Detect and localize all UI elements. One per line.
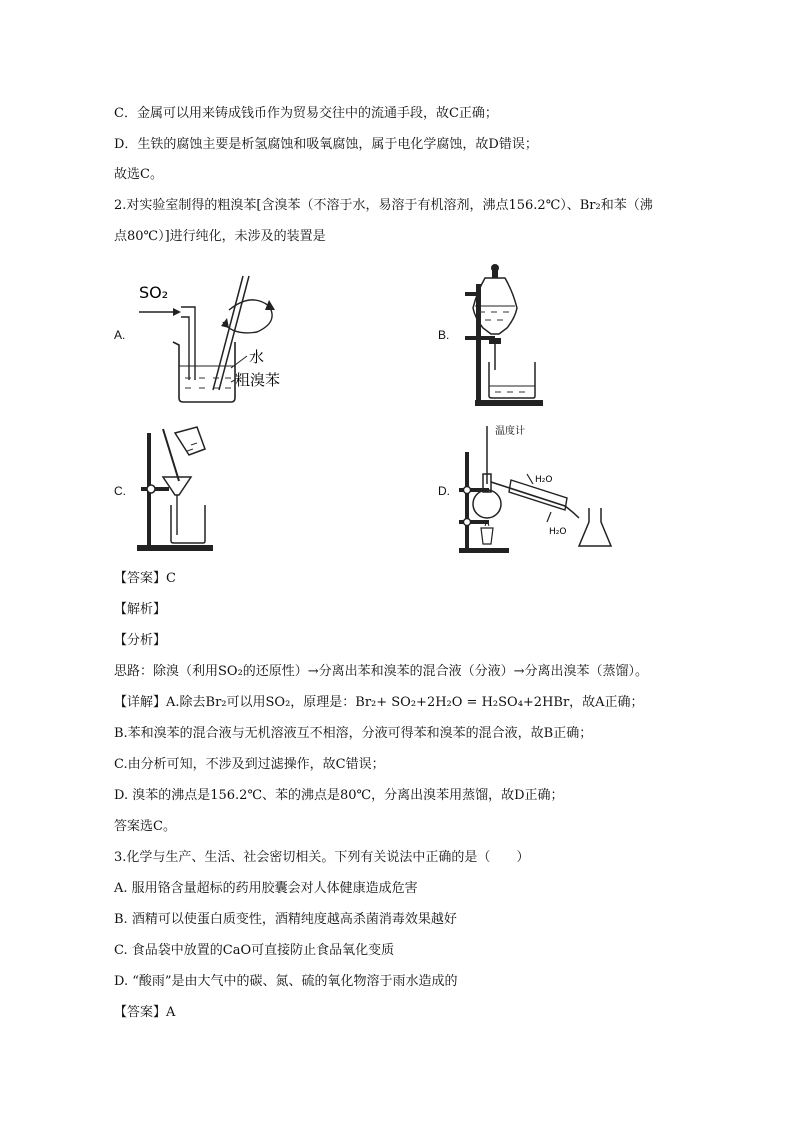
question-3-stem: 3.化学与生产、生活、社会密切相关。下列有关说法中正确的是（ ） — [114, 850, 530, 865]
detail-b: B.苯和溴苯的混合液与无机溶液互不相溶，分液可得苯和溴苯的混合液，故B正确； — [114, 726, 593, 741]
explanation-label: 【解析】 — [114, 602, 167, 617]
option-a-label: A. — [114, 328, 126, 342]
detail-c: C.由分析可知，不涉及到过滤操作，故C错误； — [114, 757, 385, 772]
thermometer-label: 温度计 — [495, 426, 525, 437]
question-2-line-1: 2.对实验室制得的粗溴苯[含溴苯（不溶于水，易溶于有机溶剂，沸点156.2℃）、Br₂和苯（沸 — [114, 198, 653, 213]
figure-d-distillation — [455, 422, 615, 557]
answer-choice: 答案选C。 — [114, 819, 176, 834]
question-3-option-d: D. “酸雨”是由大气中的碳、氮、硫的氧化物溶于雨水造成的 — [114, 974, 458, 989]
crude-bromobenzene-label: 粗溴苯 — [235, 371, 281, 389]
figure-a-so2-absorption — [135, 270, 305, 410]
water-in-label: H₂O — [549, 527, 567, 537]
analysis-label: 【分析】 — [114, 633, 167, 648]
question-3-option-b: B. 酒精可以使蛋白质变性，酒精纯度越高杀菌消毒效果越好 — [114, 912, 457, 927]
question-2-line-2: 点80℃）]进行纯化，未涉及的装置是 — [114, 229, 326, 244]
question-3-option-a: A. 服用铬含量超标的药用胶囊会对人体健康造成危害 — [114, 881, 418, 896]
option-b-label: B. — [438, 328, 450, 342]
analysis-idea: 思路：除溴（利用SO₂的还原性）→分离出苯和溴苯的混合液（分液）→分离出溴苯（蒸馏）。 — [114, 664, 649, 679]
figure-b-separatory-funnel — [455, 262, 545, 412]
so2-label: SO₂ — [139, 283, 169, 302]
answer-label: 【答案】C — [114, 571, 176, 586]
option-c-label: C. — [114, 484, 126, 498]
text-line-3: 故选C。 — [114, 167, 163, 182]
figure-c-filtration — [135, 425, 225, 555]
option-d-label: D. — [438, 484, 450, 498]
text-line-1: C．金属可以用来铸成钱币作为贸易交往中的流通手段，故C正确； — [114, 106, 498, 121]
question-3-answer: 【答案】A — [114, 1005, 176, 1020]
detail-d: D. 溴苯的沸点是156.2℃、苯的沸点是80℃，分离出溴苯用蒸馏，故D正确； — [114, 788, 564, 803]
water-label: 水 — [249, 348, 265, 366]
text-line-2: D．生铁的腐蚀主要是析氢腐蚀和吸氧腐蚀，属于电化学腐蚀，故D错误； — [114, 137, 538, 152]
detail-a: 【详解】A.除去Br₂可以用SO₂，原理是：Br₂+ SO₂+2H₂O = H₂SO₄+2HBr，故A正确； — [114, 695, 644, 710]
water-out-label: H₂O — [535, 475, 553, 485]
question-3-option-c: C. 食品袋中放置的CaO可直接防止食品氧化变质 — [114, 943, 395, 958]
